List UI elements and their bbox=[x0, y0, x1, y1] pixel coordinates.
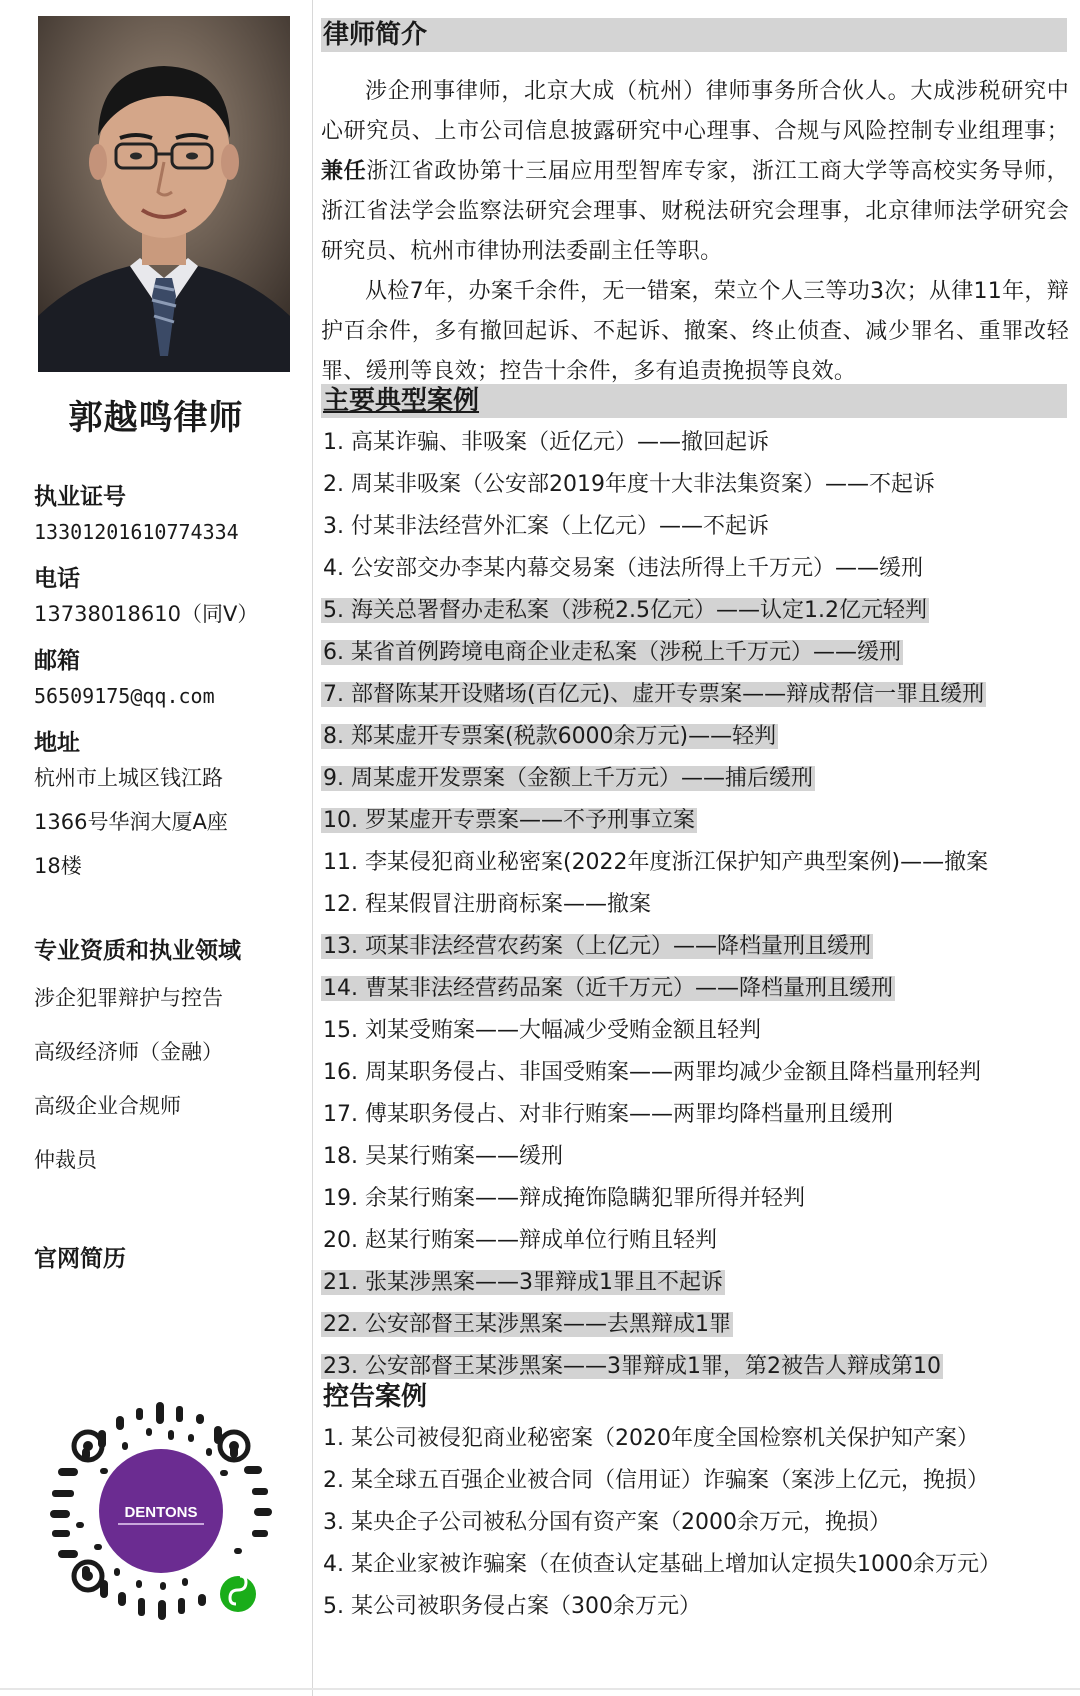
complaints-heading-text: 控告案例 bbox=[323, 1382, 428, 1412]
email-label: 邮箱 bbox=[34, 648, 80, 674]
phone-label: 电话 bbox=[34, 566, 80, 592]
case-text: 15. 刘某受贿案——大幅减少受贿金额且轻判 bbox=[323, 1018, 761, 1043]
address-line: 杭州市上城区钱江路 bbox=[34, 766, 223, 790]
case-text: 3. 付某非法经营外汇案（上亿元）——不起诉 bbox=[323, 514, 769, 539]
case-item bbox=[321, 1054, 990, 1092]
case-item bbox=[321, 508, 990, 546]
case-text: 16. 周某职务侵占、非国受贿案——两罪均减少金额且降档量刑轻判 bbox=[323, 1060, 981, 1085]
case-text: 21. 张某涉黑案——3罪辩成1罪且不起诉 bbox=[323, 1270, 723, 1295]
license-number: 13301201610774334 bbox=[34, 520, 239, 544]
case-text: 1. 高某诈骗、非吸案（近亿元）——撤回起诉 bbox=[323, 430, 769, 455]
cases-heading bbox=[321, 384, 1067, 418]
case-list bbox=[321, 424, 990, 1390]
case-text: 10. 罗某虚开专票案——不予刑事立案 bbox=[323, 808, 695, 833]
website-profile-label: 官网简历 bbox=[34, 1246, 126, 1272]
case-item-highlighted bbox=[321, 592, 990, 630]
intro-heading-text: 律师简介 bbox=[323, 20, 428, 50]
case-text: 7. 部督陈某开设赌场(百亿元)、虚开专票案——辩成帮信一罪且缓刑 bbox=[323, 682, 985, 707]
case-item-highlighted bbox=[321, 760, 990, 798]
case-text: 6. 某省首例跨境电商企业走私案（涉税上千万元）——缓刑 bbox=[323, 640, 901, 665]
case-item bbox=[321, 1138, 990, 1176]
bio-paragraph bbox=[321, 72, 1069, 272]
case-item-highlighted bbox=[321, 1264, 990, 1302]
complaint-text: 1. 某公司被侵犯商业秘密案（2020年度全国检察机关保护知产案） bbox=[323, 1426, 979, 1451]
case-item bbox=[321, 1180, 990, 1218]
profile-sidebar bbox=[0, 0, 312, 1696]
practice-field: 仲裁员 bbox=[34, 1148, 97, 1172]
address-label: 地址 bbox=[34, 730, 80, 756]
qr-code-graphic bbox=[48, 1398, 274, 1624]
case-text: 18. 吴某行贿案——缓刑 bbox=[323, 1144, 563, 1169]
bio-text: 浙江省政协第十三届应用型智库专家，浙江工商大学等高校实务导师，浙江省法学会监察法研究会理事、财税法研究会理事，北京律师法学研究会研究员、杭州市律协刑法委副主任等职。 bbox=[321, 159, 1069, 264]
case-text: 4. 公安部交办李某内幕交易案（违法所得上千万元）——缓刑 bbox=[323, 556, 923, 581]
case-item bbox=[321, 466, 990, 504]
portrait-illustration bbox=[38, 16, 290, 372]
complaint-item bbox=[321, 1588, 1003, 1626]
complaint-text: 4. 某企业家被诈骗案（在侦查认定基础上增加认定损失1000余万元） bbox=[323, 1552, 1001, 1577]
bio-paragraph: 从检7年，办案千余件，无一错案，荣立个人三等功3次；从律11年，辩护百余件，多有撤回起诉、不起诉、撤案、终止侦查、减少罪名、重罪改轻罪、缓刑等良效；控告十余件，多有追责挽损等良效。 bbox=[321, 279, 1069, 384]
intro-heading bbox=[321, 18, 1067, 52]
practice-field: 涉企犯罪辩护与控告 bbox=[34, 986, 223, 1010]
case-item-highlighted bbox=[321, 718, 990, 756]
case-text: 5. 海关总署督办走私案（涉税2.5亿元）——认定1.2亿元轻判 bbox=[323, 598, 927, 623]
practice-field: 高级经济师（金融） bbox=[34, 1040, 223, 1064]
lawyer-name: 郭越鸣律师 bbox=[68, 398, 244, 438]
complaint-item bbox=[321, 1420, 1003, 1458]
practice-fields-label: 专业资质和执业领域 bbox=[34, 938, 241, 964]
complaint-list bbox=[321, 1420, 1003, 1630]
complaint-text: 3. 某央企子公司被私分国有资产案（2000余万元，挽损） bbox=[323, 1510, 891, 1535]
complaint-item bbox=[321, 1462, 1003, 1500]
case-text: 12. 程某假冒注册商标案——撤案 bbox=[323, 892, 651, 917]
cases-heading-text: 主要典型案例 bbox=[323, 386, 480, 416]
lawyer-portrait-photo bbox=[38, 16, 290, 372]
case-item-highlighted bbox=[321, 676, 990, 714]
case-text: 23. 公安部督王某涉黑案——3罪辩成1罪，第2被告人辩成第10 bbox=[323, 1354, 941, 1379]
bottom-divider bbox=[0, 1688, 1080, 1690]
address-line: 1366号华润大厦A座 bbox=[34, 810, 228, 834]
case-text: 14. 曹某非法经营药品案（近千万元）——降档量刑且缓刑 bbox=[323, 976, 893, 1001]
case-text: 20. 赵某行贿案——辩成单位行贿且轻判 bbox=[323, 1228, 717, 1253]
case-item-highlighted bbox=[321, 970, 990, 1008]
dentons-logo-text: DENTONS bbox=[124, 1504, 198, 1521]
address-line: 18楼 bbox=[34, 854, 82, 878]
case-item-highlighted bbox=[321, 928, 990, 966]
email-address[interactable]: 56509175@qq.com bbox=[34, 684, 215, 708]
case-text: 13. 项某非法经营农药案（上亿元）——降档量刑且缓刑 bbox=[323, 934, 871, 959]
complaint-item bbox=[321, 1504, 1003, 1542]
license-label: 执业证号 bbox=[34, 484, 126, 510]
case-text: 9. 周某虚开发票案（金额上千万元）——捕后缓刑 bbox=[323, 766, 813, 791]
case-item bbox=[321, 1096, 990, 1134]
case-item bbox=[321, 550, 990, 588]
complaint-item bbox=[321, 1546, 1003, 1584]
case-text: 2. 周某非吸案（公安部2019年度十大非法集资案）——不起诉 bbox=[323, 472, 935, 497]
complaint-text: 5. 某公司被职务侵占案（300余万元） bbox=[323, 1594, 701, 1619]
practice-field: 高级企业合规师 bbox=[34, 1094, 181, 1118]
case-item bbox=[321, 886, 990, 924]
case-item bbox=[321, 1012, 990, 1050]
complaints-heading bbox=[321, 1380, 1067, 1414]
bio-text: 涉企刑事律师，北京大成（杭州）律师事务所合伙人。大成涉税研究中心研究员、上市公司信息披露研究中心理事、合规与风险控制专业组理事； bbox=[321, 79, 1069, 144]
complaint-text: 2. 某全球五百强企业被合同（信用证）诈骗案（案涉上亿元，挽损） bbox=[323, 1468, 989, 1493]
case-text: 19. 余某行贿案——辩成掩饰隐瞒犯罪所得并轻判 bbox=[323, 1186, 805, 1211]
case-text: 17. 傅某职务侵占、对非行贿案——两罪均降档量刑且缓刑 bbox=[323, 1102, 893, 1127]
mini-program-qr-code[interactable] bbox=[48, 1398, 274, 1624]
case-item-highlighted bbox=[321, 802, 990, 840]
case-text: 8. 郑某虚开专票案(税款6000余万元)——轻判 bbox=[323, 724, 777, 749]
phone-number[interactable]: 13738018610（同V） bbox=[34, 602, 259, 626]
case-item-highlighted bbox=[321, 1306, 990, 1344]
case-item bbox=[321, 844, 990, 882]
case-text: 11. 李某侵犯商业秘密案(2022年度浙江保护知产典型案例)——撤案 bbox=[323, 850, 989, 875]
content-column bbox=[312, 0, 1069, 1696]
bio-bold-text: 兼任 bbox=[321, 159, 367, 184]
case-item-highlighted bbox=[321, 634, 990, 672]
case-text: 22. 公安部督王某涉黑案——去黑辩成1罪 bbox=[323, 1312, 731, 1337]
lawyer-bio bbox=[321, 72, 1069, 392]
case-item bbox=[321, 424, 990, 462]
case-item bbox=[321, 1222, 990, 1260]
